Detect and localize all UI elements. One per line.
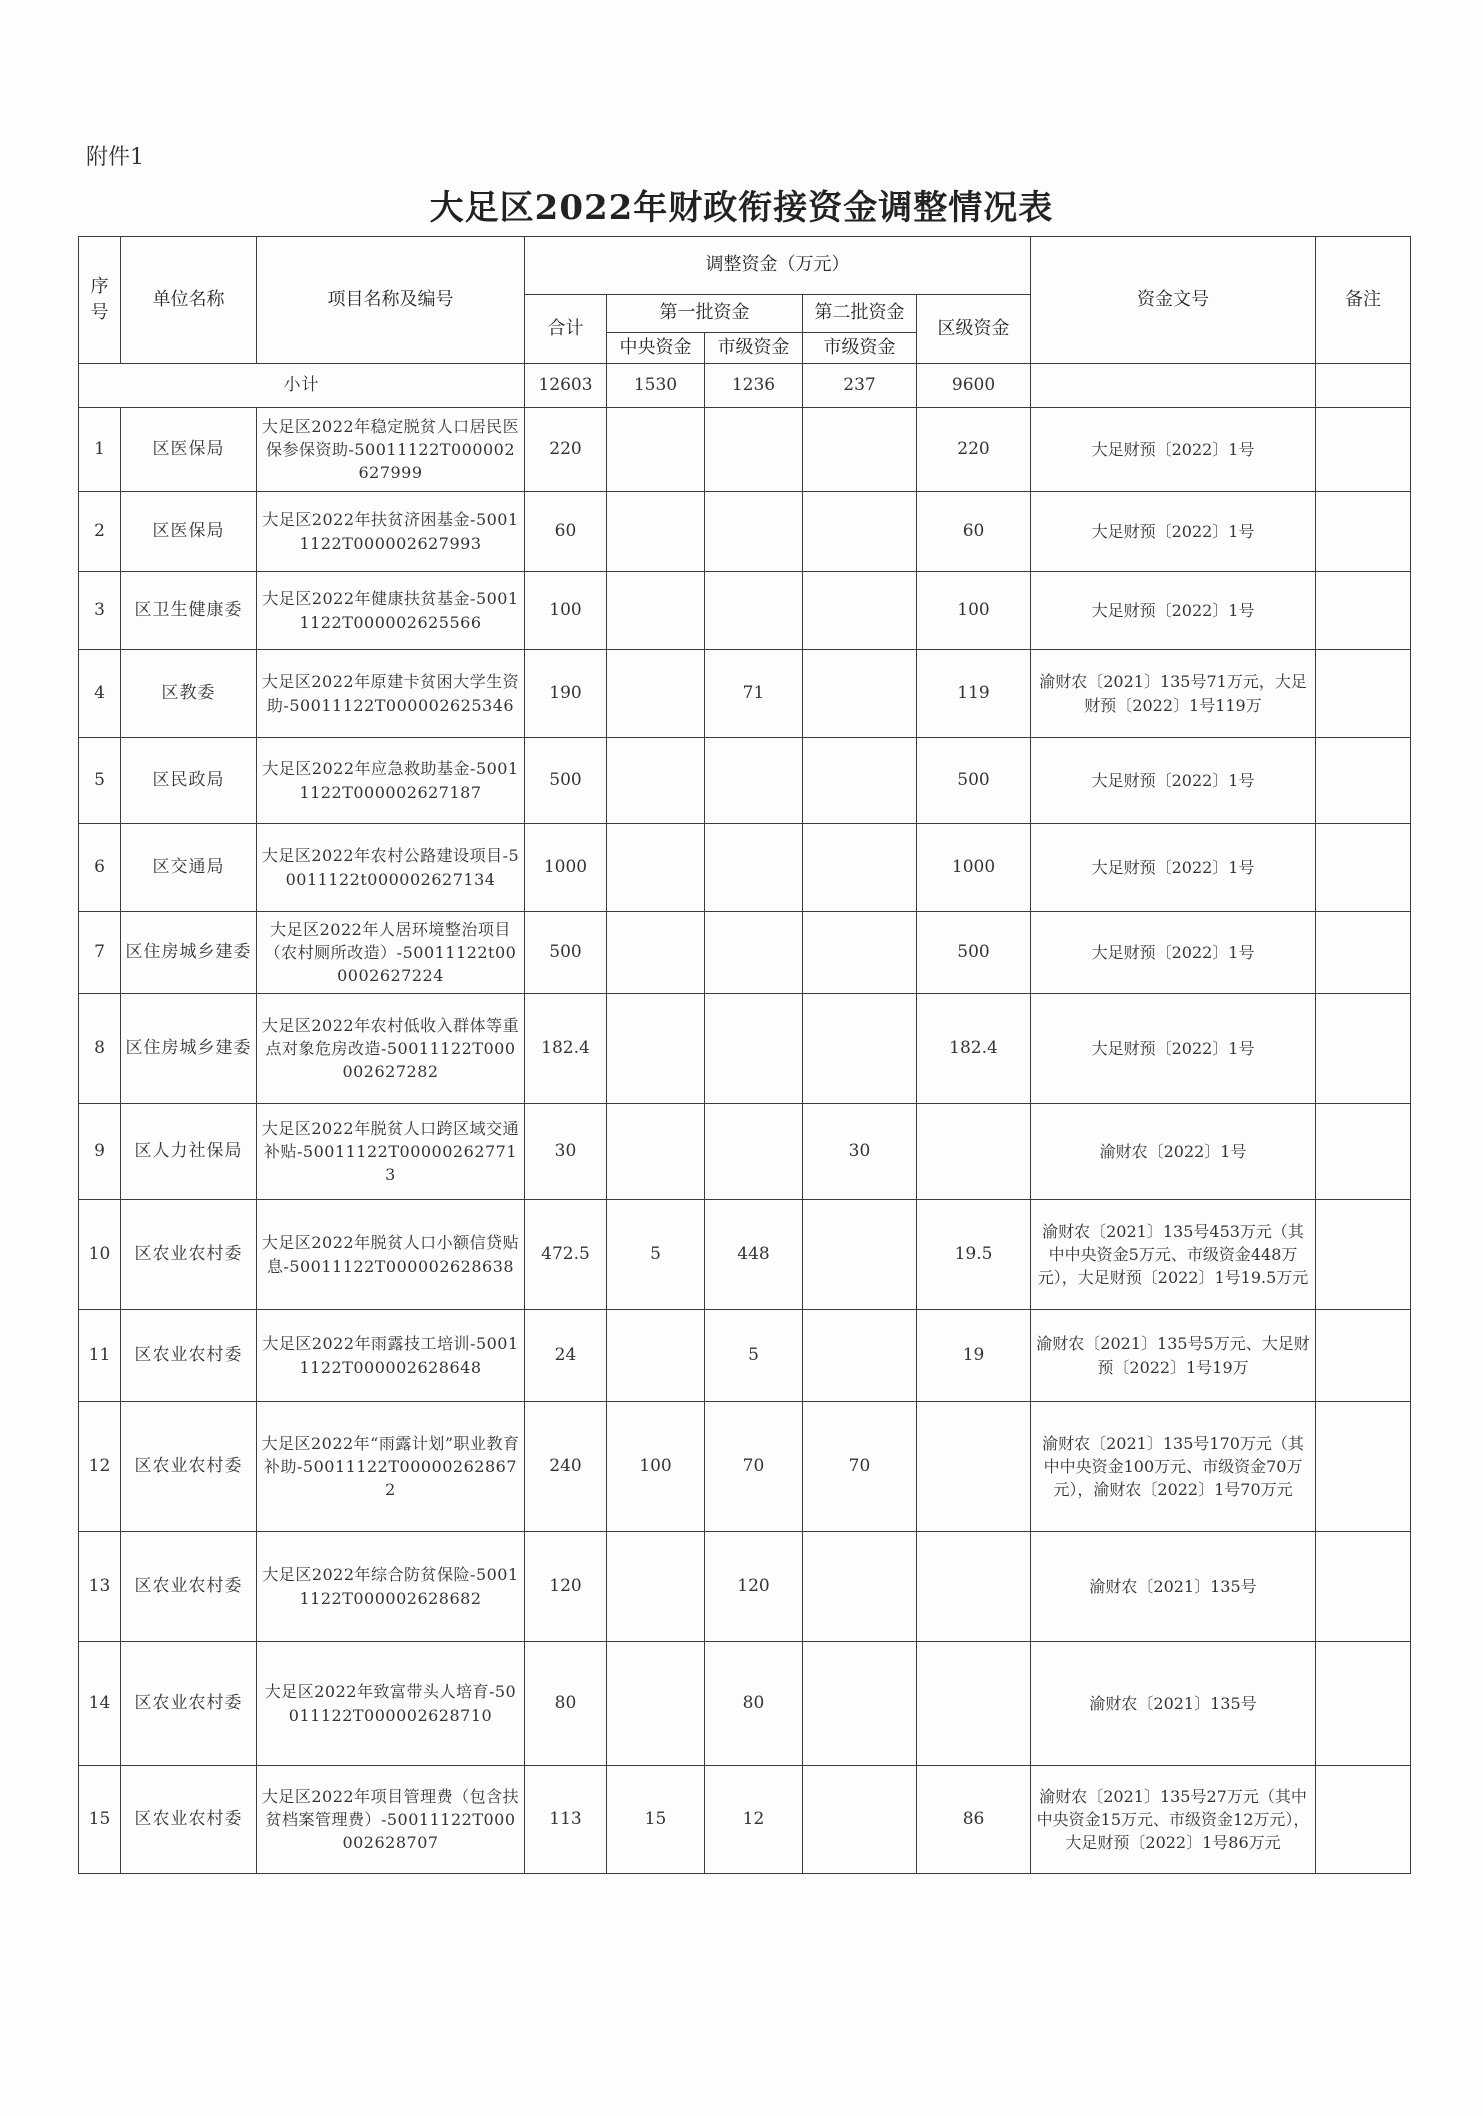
- row-doc: 渝财农〔2021〕135号27万元（其中中央资金15万元、市级资金12万元），大足财预〔2022〕1号86万元: [1031, 1766, 1316, 1874]
- row-project: 大足区2022年“雨露计划”职业教育补助-50011122T000002628672: [257, 1402, 525, 1532]
- row-project: 大足区2022年原建卡贫困大学生资助-50011122T000002625346: [257, 650, 525, 738]
- table-row: [79, 738, 1411, 824]
- row-unit: 区农业农村委: [121, 1310, 257, 1402]
- row-seq: 10: [79, 1200, 121, 1310]
- row-doc: 大足财预〔2022〕1号: [1031, 994, 1316, 1104]
- row-total: 100: [525, 572, 607, 650]
- row-project: 大足区2022年人居环境整治项目（农村厕所改造）-50011122t000002627224: [257, 912, 525, 994]
- row-total: 60: [525, 492, 607, 572]
- row-project: 大足区2022年项目管理费（包含扶贫档案管理费）-50011122T000002628707: [257, 1766, 525, 1874]
- row-project: 大足区2022年致富带头人培育-50011122T000002628710: [257, 1642, 525, 1766]
- row-doc: 渝财农〔2021〕135号453万元（其中中央资金5万元、市级资金448万元），大足财预〔2022〕1号19.5万元: [1031, 1200, 1316, 1310]
- row-municipal: 120: [705, 1532, 803, 1642]
- row-remark: [1316, 1642, 1411, 1766]
- row-central: [607, 912, 705, 994]
- row-total: 240: [525, 1402, 607, 1532]
- subtotal-label: 小计: [79, 364, 525, 408]
- table-row: [79, 1402, 1411, 1532]
- row-unit: 区农业农村委: [121, 1532, 257, 1642]
- row-unit: 区教委: [121, 650, 257, 738]
- row-total: 220: [525, 408, 607, 492]
- row-doc: 渝财农〔2021〕135号71万元，大足财预〔2022〕1号119万: [1031, 650, 1316, 738]
- row-remark: [1316, 650, 1411, 738]
- row-municipal: 448: [705, 1200, 803, 1310]
- row-remark: [1316, 912, 1411, 994]
- row-unit: 区交通局: [121, 824, 257, 912]
- row-seq: 3: [79, 572, 121, 650]
- row-doc: 渝财农〔2021〕135号170万元（其中中央资金100万元、市级资金70万元），渝财农〔2022〕1号70万元: [1031, 1402, 1316, 1532]
- table-row: [79, 650, 1411, 738]
- row-project: 大足区2022年脱贫人口小额信贷贴息-50011122T000002628638: [257, 1200, 525, 1310]
- row-doc: 大足财预〔2022〕1号: [1031, 738, 1316, 824]
- row-remark: [1316, 1200, 1411, 1310]
- row-district: 60: [917, 492, 1031, 572]
- row-central: 15: [607, 1766, 705, 1874]
- row-seq: 9: [79, 1104, 121, 1200]
- header-district: 区级资金: [917, 295, 1031, 364]
- row-total: 190: [525, 650, 607, 738]
- row-unit: 区卫生健康委: [121, 572, 257, 650]
- row-municipal2: [803, 1642, 917, 1766]
- row-municipal: [705, 1104, 803, 1200]
- subtotal-row: [79, 364, 1411, 408]
- row-municipal: 5: [705, 1310, 803, 1402]
- row-municipal2: [803, 572, 917, 650]
- header-unit: 单位名称: [121, 237, 257, 364]
- row-municipal2: [803, 994, 917, 1104]
- row-central: [607, 738, 705, 824]
- row-central: [607, 1310, 705, 1402]
- row-total: 80: [525, 1642, 607, 1766]
- row-remark: [1316, 1104, 1411, 1200]
- row-district: 19.5: [917, 1200, 1031, 1310]
- subtotal-central: 1530: [607, 364, 705, 408]
- row-unit: 区住房城乡建委: [121, 994, 257, 1104]
- table-row: [79, 1104, 1411, 1200]
- row-doc: 渝财农〔2021〕135号: [1031, 1642, 1316, 1766]
- row-seq: 14: [79, 1642, 121, 1766]
- table-row: [79, 994, 1411, 1104]
- row-project: 大足区2022年健康扶贫基金-50011122T000002625566: [257, 572, 525, 650]
- row-seq: 15: [79, 1766, 121, 1874]
- row-district: 500: [917, 738, 1031, 824]
- row-district: [917, 1642, 1031, 1766]
- row-central: [607, 492, 705, 572]
- subtotal-doc: [1031, 364, 1316, 408]
- row-remark: [1316, 1402, 1411, 1532]
- row-district: 86: [917, 1766, 1031, 1874]
- subtotal-municipal2: 237: [803, 364, 917, 408]
- subtotal-district: 9600: [917, 364, 1031, 408]
- row-project: 大足区2022年脱贫人口跨区域交通补贴-50011122T000002627713: [257, 1104, 525, 1200]
- row-seq: 11: [79, 1310, 121, 1402]
- row-project: 大足区2022年扶贫济困基金-50011122T000002627993: [257, 492, 525, 572]
- row-seq: 5: [79, 738, 121, 824]
- row-central: [607, 824, 705, 912]
- row-district: 19: [917, 1310, 1031, 1402]
- table-row: [79, 408, 1411, 492]
- row-doc: 大足财预〔2022〕1号: [1031, 572, 1316, 650]
- row-municipal2: [803, 824, 917, 912]
- row-unit: 区医保局: [121, 408, 257, 492]
- header-seq: 序号: [79, 237, 121, 364]
- row-doc: 渝财农〔2022〕1号: [1031, 1104, 1316, 1200]
- row-district: [917, 1402, 1031, 1532]
- table-row: [79, 1766, 1411, 1874]
- row-project: 大足区2022年综合防贫保险-50011122T000002628682: [257, 1532, 525, 1642]
- page-title: 大足区2022年财政衔接资金调整情况表: [429, 188, 1054, 228]
- row-district: 220: [917, 408, 1031, 492]
- row-total: 182.4: [525, 994, 607, 1104]
- header-central: 中央资金: [607, 333, 705, 364]
- subtotal-total: 12603: [525, 364, 607, 408]
- row-remark: [1316, 994, 1411, 1104]
- row-central: [607, 408, 705, 492]
- row-municipal2: [803, 912, 917, 994]
- row-municipal2: 70: [803, 1402, 917, 1532]
- table-row: [79, 1310, 1411, 1402]
- row-municipal: [705, 738, 803, 824]
- row-central: [607, 650, 705, 738]
- row-seq: 12: [79, 1402, 121, 1532]
- row-central: [607, 572, 705, 650]
- row-district: 1000: [917, 824, 1031, 912]
- row-unit: 区农业农村委: [121, 1766, 257, 1874]
- header-municipal2: 市级资金: [803, 333, 917, 364]
- row-remark: [1316, 738, 1411, 824]
- header-remark: 备注: [1316, 237, 1411, 364]
- row-unit: 区住房城乡建委: [121, 912, 257, 994]
- row-municipal2: 30: [803, 1104, 917, 1200]
- row-unit: 区农业农村委: [121, 1200, 257, 1310]
- row-remark: [1316, 492, 1411, 572]
- row-district: 100: [917, 572, 1031, 650]
- row-unit: 区医保局: [121, 492, 257, 572]
- row-municipal2: [803, 650, 917, 738]
- row-district: 182.4: [917, 994, 1031, 1104]
- row-municipal2: [803, 408, 917, 492]
- row-total: 24: [525, 1310, 607, 1402]
- row-district: [917, 1104, 1031, 1200]
- row-seq: 2: [79, 492, 121, 572]
- table-row: [79, 824, 1411, 912]
- row-seq: 4: [79, 650, 121, 738]
- row-unit: 区农业农村委: [121, 1642, 257, 1766]
- row-doc: 大足财预〔2022〕1号: [1031, 912, 1316, 994]
- attachment-label: 附件1: [86, 145, 144, 170]
- row-unit: 区农业农村委: [121, 1402, 257, 1532]
- row-municipal2: [803, 1766, 917, 1874]
- row-doc: 大足财预〔2022〕1号: [1031, 492, 1316, 572]
- row-doc: 渝财农〔2021〕135号: [1031, 1532, 1316, 1642]
- row-total: 113: [525, 1766, 607, 1874]
- row-municipal: [705, 492, 803, 572]
- row-central: 100: [607, 1402, 705, 1532]
- row-central: 5: [607, 1200, 705, 1310]
- row-central: [607, 994, 705, 1104]
- header-doc-no: 资金文号: [1031, 237, 1316, 364]
- row-remark: [1316, 1766, 1411, 1874]
- row-doc: 大足财预〔2022〕1号: [1031, 408, 1316, 492]
- row-seq: 13: [79, 1532, 121, 1642]
- header-total: 合计: [525, 295, 607, 364]
- row-municipal2: [803, 738, 917, 824]
- row-municipal2: [803, 1200, 917, 1310]
- row-total: 500: [525, 738, 607, 824]
- row-project: 大足区2022年雨露技工培训-50011122T000002628648: [257, 1310, 525, 1402]
- row-municipal2: [803, 1310, 917, 1402]
- row-project: 大足区2022年应急救助基金-50011122T000002627187: [257, 738, 525, 824]
- row-central: [607, 1642, 705, 1766]
- row-unit: 区人力社保局: [121, 1104, 257, 1200]
- row-project: 大足区2022年稳定脱贫人口居民医保参保资助-50011122T000002627999: [257, 408, 525, 492]
- row-remark: [1316, 1532, 1411, 1642]
- row-total: 472.5: [525, 1200, 607, 1310]
- header-batch1: 第一批资金: [607, 295, 803, 333]
- table-row: [79, 492, 1411, 572]
- row-municipal: 80: [705, 1642, 803, 1766]
- table-row: [79, 572, 1411, 650]
- row-municipal: [705, 824, 803, 912]
- row-central: [607, 1104, 705, 1200]
- row-remark: [1316, 824, 1411, 912]
- row-municipal2: [803, 492, 917, 572]
- row-remark: [1316, 572, 1411, 650]
- header-municipal: 市级资金: [705, 333, 803, 364]
- row-total: 30: [525, 1104, 607, 1200]
- row-seq: 8: [79, 994, 121, 1104]
- row-municipal: 71: [705, 650, 803, 738]
- row-municipal2: [803, 1532, 917, 1642]
- row-municipal: 12: [705, 1766, 803, 1874]
- table-row: [79, 912, 1411, 994]
- row-seq: 7: [79, 912, 121, 994]
- row-project: 大足区2022年农村公路建设项目-50011122t000002627134: [257, 824, 525, 912]
- subtotal-remark: [1316, 364, 1411, 408]
- row-central: [607, 1532, 705, 1642]
- row-municipal: [705, 408, 803, 492]
- row-district: 500: [917, 912, 1031, 994]
- row-municipal: [705, 912, 803, 994]
- row-seq: 6: [79, 824, 121, 912]
- row-municipal: [705, 572, 803, 650]
- table-row: [79, 1532, 1411, 1642]
- row-total: 1000: [525, 824, 607, 912]
- row-district: [917, 1532, 1031, 1642]
- row-municipal: 70: [705, 1402, 803, 1532]
- row-project: 大足区2022年农村低收入群体等重点对象危房改造-50011122T000002627282: [257, 994, 525, 1104]
- table-row: [79, 1642, 1411, 1766]
- row-unit: 区民政局: [121, 738, 257, 824]
- row-total: 120: [525, 1532, 607, 1642]
- header-adjust-funds: 调整资金（万元）: [525, 237, 1031, 295]
- header-batch2: 第二批资金: [803, 295, 917, 333]
- funds-table: [78, 236, 1411, 1874]
- row-remark: [1316, 1310, 1411, 1402]
- row-doc: 渝财农〔2021〕135号5万元、大足财预〔2022〕1号19万: [1031, 1310, 1316, 1402]
- row-total: 500: [525, 912, 607, 994]
- row-seq: 1: [79, 408, 121, 492]
- subtotal-municipal: 1236: [705, 364, 803, 408]
- table-row: [79, 1200, 1411, 1310]
- row-remark: [1316, 408, 1411, 492]
- row-municipal: [705, 994, 803, 1104]
- row-district: 119: [917, 650, 1031, 738]
- header-project: 项目名称及编号: [257, 237, 525, 364]
- row-doc: 大足财预〔2022〕1号: [1031, 824, 1316, 912]
